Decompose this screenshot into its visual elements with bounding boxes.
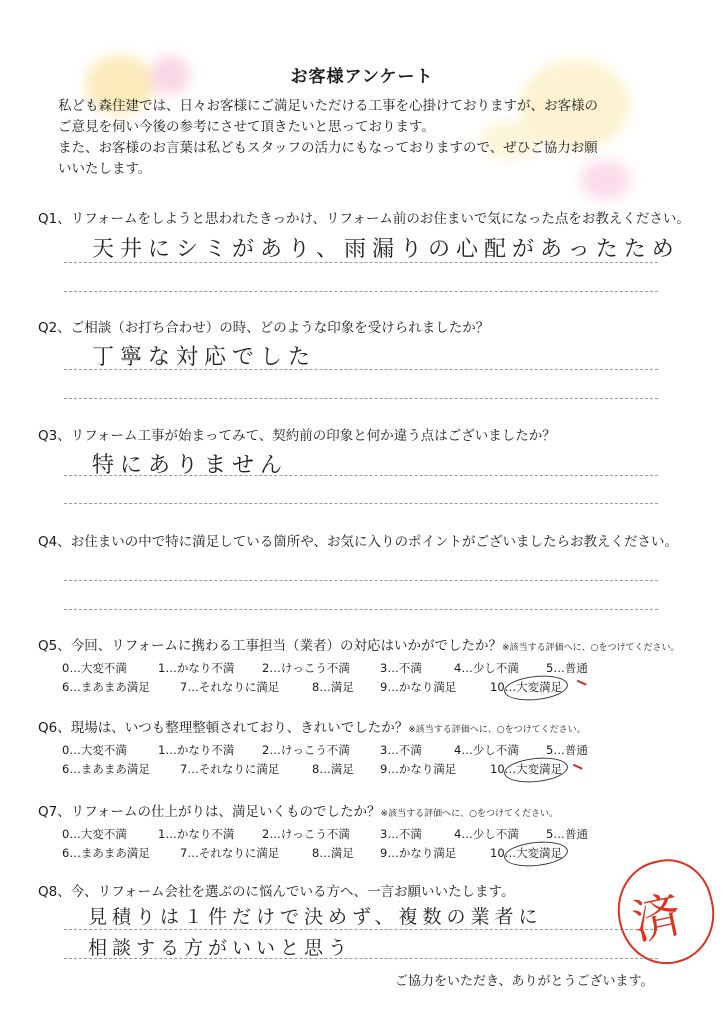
intro-line: 私ども森住建では、日々お客様にご満足いただける工事を心掛けておりますが、お客様の xyxy=(58,98,598,114)
answer-q2[interactable]: 丁寧な対応でした xyxy=(92,345,317,370)
rating-option[interactable]: 7…それなりに満足 xyxy=(180,680,280,694)
answer-line xyxy=(64,291,658,292)
question-q1: Q1、リフォームをしようと思われたきっかけ、リフォーム前のお住まいで気になった点をお教えください。 xyxy=(38,211,690,227)
intro-line: ご意見を伺い今後の参考にさせて頂きたいと思っております。 xyxy=(58,119,435,135)
rating-option[interactable]: 5…普通 xyxy=(546,661,588,675)
question-text: Q7、リフォームの仕上がりは、満足いくものでしたか？ xyxy=(38,804,381,820)
intro-line: また、お客様のお言葉は私どもスタッフの活力にもなっておりますので、ぜひご協力お願 xyxy=(58,140,598,156)
answer-line xyxy=(64,503,658,504)
rating-option[interactable]: 3…不満 xyxy=(380,827,422,841)
answer-line xyxy=(64,475,658,476)
question-note: ※該当する評価へに、○をつけてください。 xyxy=(502,643,680,653)
rating-option[interactable]: 9…かなり満足 xyxy=(380,680,457,694)
page-title: お客様アンケート xyxy=(290,67,434,87)
rating-option[interactable]: 4…少し不満 xyxy=(454,661,519,675)
rating-option[interactable]: 2…けっこう不満 xyxy=(262,743,350,757)
question-text: Q5、今回、リフォームに携わる工事担当（業者）の対応はいかがでしたか？ xyxy=(38,638,503,654)
closing-message: ご協力をいただき、ありがとうございます。 xyxy=(395,974,654,989)
rating-option[interactable]: 0…大変不満 xyxy=(62,661,127,675)
question-q6 xyxy=(38,716,586,736)
rating-option[interactable]: 5…普通 xyxy=(546,743,588,757)
question-q7 xyxy=(38,800,558,820)
answer-line xyxy=(64,609,658,610)
question-q5 xyxy=(38,634,679,654)
answer-line xyxy=(64,929,658,930)
rating-option[interactable]: 0…大変不満 xyxy=(62,743,127,757)
rating-option[interactable]: 4…少し不満 xyxy=(454,743,519,757)
selected-rating-circle xyxy=(503,755,569,786)
rating-option[interactable]: 4…少し不満 xyxy=(454,827,519,841)
rating-option[interactable]: 3…不満 xyxy=(380,743,422,757)
question-q4: Q4、お住まいの中で特に満足している箇所や、お気に入りのポイントがございましたらお教えください。 xyxy=(38,534,678,550)
question-note: ※該当する評価へに、○をつけてください。 xyxy=(408,725,586,735)
rating-option[interactable]: 10…大変満足 xyxy=(490,846,563,860)
question-q3: Q3、リフォーム工事が始まってみて、契約前の印象と何か違う点はございましたか？ xyxy=(38,428,556,444)
check-mark xyxy=(573,758,585,769)
rating-option[interactable]: 1…かなり不満 xyxy=(158,827,235,841)
rating-option[interactable]: 1…かなり不満 xyxy=(158,661,235,675)
rating-option[interactable]: 3…不満 xyxy=(380,661,422,675)
rating-option[interactable]: 6…まあまあ満足 xyxy=(62,680,150,694)
answer-q8-line2[interactable]: 相談する方がいいと思う xyxy=(88,937,353,959)
rating-option[interactable]: 5…普通 xyxy=(546,827,588,841)
rating-option[interactable]: 10…大変満足 xyxy=(490,762,563,776)
question-note: ※該当する評価へに、○をつけてください。 xyxy=(380,809,558,819)
rating-option[interactable]: 9…かなり満足 xyxy=(380,762,457,776)
rating-option[interactable]: 6…まあまあ満足 xyxy=(62,762,150,776)
answer-line xyxy=(64,580,658,581)
question-q8: Q8、今、リフォーム会社を選ぶのに悩んでいる方へ、一言お願いいたします。 xyxy=(38,884,515,900)
answer-line xyxy=(64,958,658,959)
rating-option[interactable]: 0…大変不満 xyxy=(62,827,127,841)
rating-option[interactable]: 7…それなりに満足 xyxy=(180,762,280,776)
rating-option[interactable]: 6…まあまあ満足 xyxy=(62,846,150,860)
answer-q8-line1[interactable]: 見積りは１件だけで決めず、複数の業者に xyxy=(88,906,543,928)
rating-option[interactable]: 9…かなり満足 xyxy=(380,846,457,860)
rating-option[interactable]: 10…大変満足 xyxy=(490,680,563,694)
rating-option[interactable]: 2…けっこう不満 xyxy=(262,661,350,675)
rating-option[interactable]: 8…満足 xyxy=(312,846,354,860)
rating-option[interactable]: 8…満足 xyxy=(312,680,354,694)
selected-rating-circle xyxy=(503,673,569,704)
rating-option[interactable]: 2…けっこう不満 xyxy=(262,827,350,841)
answer-q3[interactable]: 特にありません xyxy=(92,453,289,478)
rating-option[interactable]: 7…それなりに満足 xyxy=(180,846,280,860)
answer-line xyxy=(64,369,658,370)
rating-option[interactable]: 1…かなり不満 xyxy=(158,743,235,757)
answer-line xyxy=(64,262,658,263)
rating-option[interactable]: 8…満足 xyxy=(312,762,354,776)
question-text: Q6、現場は、いつも整理整頓されており、きれいでしたか？ xyxy=(38,720,409,736)
selected-rating-circle xyxy=(503,839,569,870)
stamp-mark: 済 xyxy=(627,886,687,952)
question-q2: Q2、ご相談（お打ち合わせ）の時、どのような印象を受けられましたか？ xyxy=(38,320,490,336)
intro-text xyxy=(58,96,678,180)
answer-line xyxy=(64,398,658,399)
intro-line: いいたします。 xyxy=(58,161,152,177)
answer-q1[interactable]: 天井にシミがあり、雨漏りの心配があったため xyxy=(92,237,680,262)
